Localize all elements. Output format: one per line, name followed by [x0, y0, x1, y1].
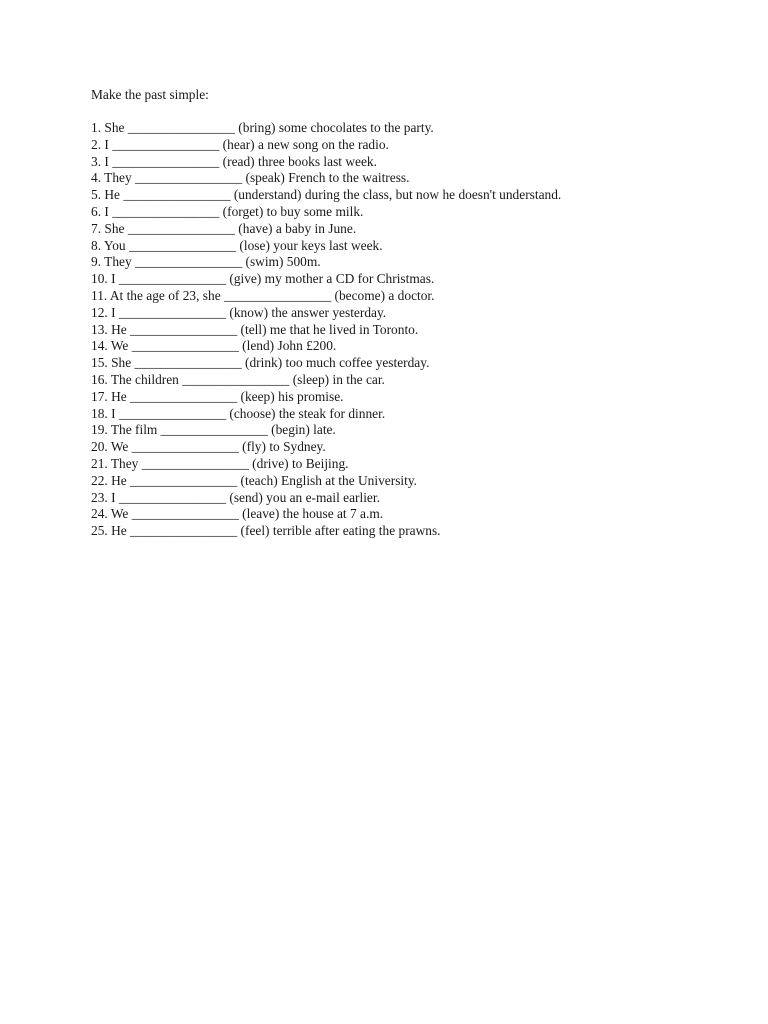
exercise-item: 23. I ________________ (send) you an e-mail earlier.: [91, 489, 380, 505]
exercise-item: 17. He ________________ (keep) his promise.: [91, 388, 344, 404]
exercise-item: 24. We ________________ (leave) the house at 7 a.m.: [91, 506, 384, 522]
exercise-item: 1. She ________________ (bring) some chocolates to the party.: [91, 120, 434, 135]
exercise-item: 19. The film ________________ (begin) late.: [91, 422, 336, 438]
blank-line: [91, 103, 731, 120]
exercise-item: 6. I ________________ (forget) to buy some milk.: [91, 203, 364, 219]
exercise-item: 15. She ________________ (drink) too much coffee yesterday.: [91, 355, 430, 371]
exercise-item: 12. I ________________ (know) the answer yesterday.: [91, 304, 387, 320]
exercise-item: 21. They ________________ (drive) to Beijing.: [91, 455, 349, 471]
exercise-item: 11. At the age of 23, she ________________ (become) a doctor.: [91, 287, 435, 303]
exercise-item: 14. We ________________ (lend) John £200.: [91, 338, 337, 354]
exercise-item: 9. They ________________ (swim) 500m.: [91, 254, 321, 270]
worksheet-instruction: Make the past simple:: [91, 87, 209, 102]
exercise-item: 3. I ________________ (read) three books last week.: [91, 153, 377, 169]
exercise-item: 5. He ________________ (understand) during the class, but now he doesn't understand.: [91, 187, 562, 203]
exercise-item: 13. He ________________ (tell) me that he lived in Toronto.: [91, 321, 419, 337]
exercise-item: 8. You ________________ (lose) your keys last week.: [91, 237, 383, 253]
exercise-item: 2. I ________________ (hear) a new song on the radio.: [91, 136, 389, 152]
exercise-item: 22. He ________________ (teach) English at the University.: [91, 472, 418, 488]
worksheet-content: [91, 86, 731, 540]
exercise-list: [91, 120, 731, 540]
exercise-item: 7. She ________________ (have) a baby in June.: [91, 220, 357, 236]
exercise-item: 16. The children ________________ (sleep) in the car.: [91, 371, 385, 387]
exercise-item: 20. We ________________ (fly) to Sydney.: [91, 439, 326, 455]
exercise-item: 4. They ________________ (speak) French to the waitress.: [91, 170, 410, 186]
exercise-item: 18. I ________________ (choose) the steak for dinner.: [91, 405, 386, 421]
exercise-item: 25. He ________________ (feel) terrible after eating the prawns.: [91, 523, 441, 539]
exercise-item: 10. I ________________ (give) my mother a CD for Christmas.: [91, 271, 435, 287]
